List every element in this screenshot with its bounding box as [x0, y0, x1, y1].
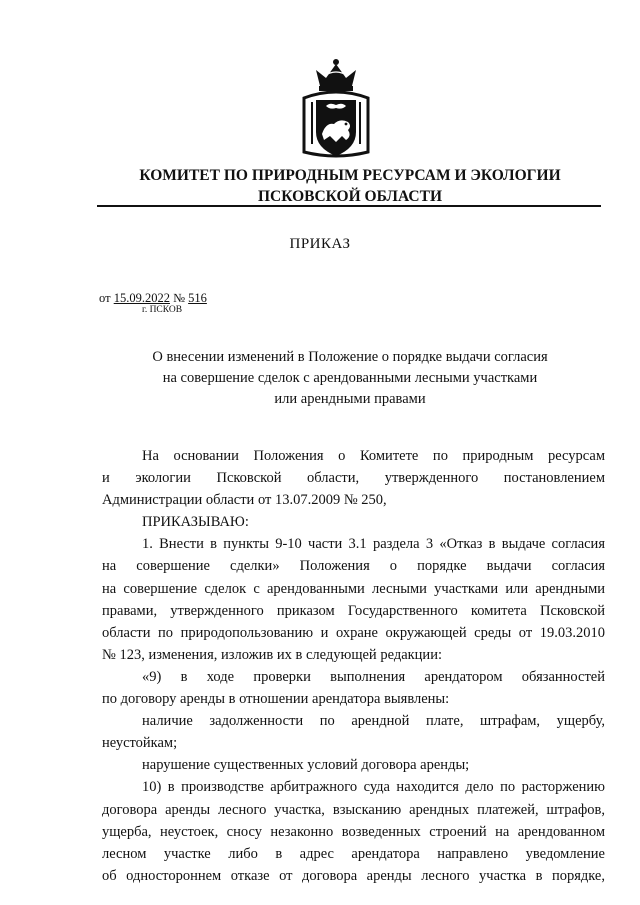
body-line: по договору аренды в отношении арендатора выявлены:: [102, 691, 450, 708]
body-line: об одностороннем отказе от договора аренды лесного участка в порядке,: [102, 867, 605, 884]
body-line: ущерба, неустоек, сносу незаконно возведенных строений на арендованном: [102, 823, 605, 840]
date-prefix: от: [99, 291, 111, 305]
body-line: наличие задолженности по арендной плате, штрафам, ущербу,: [142, 713, 605, 730]
document-city: г. ПСКОВ: [142, 305, 183, 315]
subject-line: или арендными правами: [274, 391, 426, 407]
body-line: на совершение сделок с арендованными лесными участками или арендными: [102, 580, 605, 597]
document-body: [102, 445, 605, 887]
body-line: и экологии Псковской области, утвержденного постановлением: [102, 470, 605, 487]
subject-line: на совершение сделок с арендованными лесными участками: [162, 370, 538, 386]
body-line: неустойкам;: [102, 735, 178, 752]
body-line: области по природопользованию и охране окружающей среды от 19.03.2010: [102, 624, 605, 641]
pskov-coat-of-arms-icon: [296, 56, 376, 162]
document-date: 15.09.2022: [113, 291, 170, 305]
body-line: ПРИКАЗЫВАЮ:: [142, 514, 249, 531]
subject-line: О внесении изменений в Положение о порядке выдачи согласия: [152, 349, 548, 365]
document-number: 516: [188, 291, 207, 305]
body-line: На основании Положения о Комитете по природным ресурсам: [142, 448, 605, 464]
body-line: нарушение существенных условий договора аренды;: [142, 757, 470, 774]
body-line: Администрации области от 13.07.2009 № 250,: [102, 492, 387, 509]
body-line: № 123, изменения, изложив их в следующей редакции:: [102, 646, 442, 663]
body-line: «9) в ходе проверки выполнения арендатором обязанностей: [142, 668, 605, 685]
organization-name: [100, 165, 600, 207]
document-type: ПРИКАЗ: [289, 236, 351, 252]
header-divider: [97, 205, 601, 207]
body-line: на совершение сделки» Положения о порядке выдачи согласия: [102, 558, 605, 575]
body-line: лесном участке либо в адрес арендатора направлено уведомление: [102, 845, 605, 862]
body-line: правами, утвержденного приказом Государственного комитета Псковской: [102, 602, 605, 619]
date-number-line: [99, 291, 207, 306]
body-line: 10) в производстве арбитражного суда находится дело по расторжению: [142, 779, 605, 796]
number-prefix: №: [173, 291, 185, 305]
body-line: 1. Внести в пункты 9-10 части 3.1 раздела 3 «Отказ в выдаче согласия: [142, 536, 605, 553]
body-line: договора аренды лесного участка, взысканию арендных платежей, штрафов,: [102, 801, 605, 818]
organization-name-line2: ПСКОВСКОЙ ОБЛАСТИ: [257, 188, 442, 205]
document-subject: [100, 347, 600, 410]
organization-name-line1: КОМИТЕТ ПО ПРИРОДНЫМ РЕСУРСАМ И ЭКОЛОГИИ: [139, 167, 561, 184]
